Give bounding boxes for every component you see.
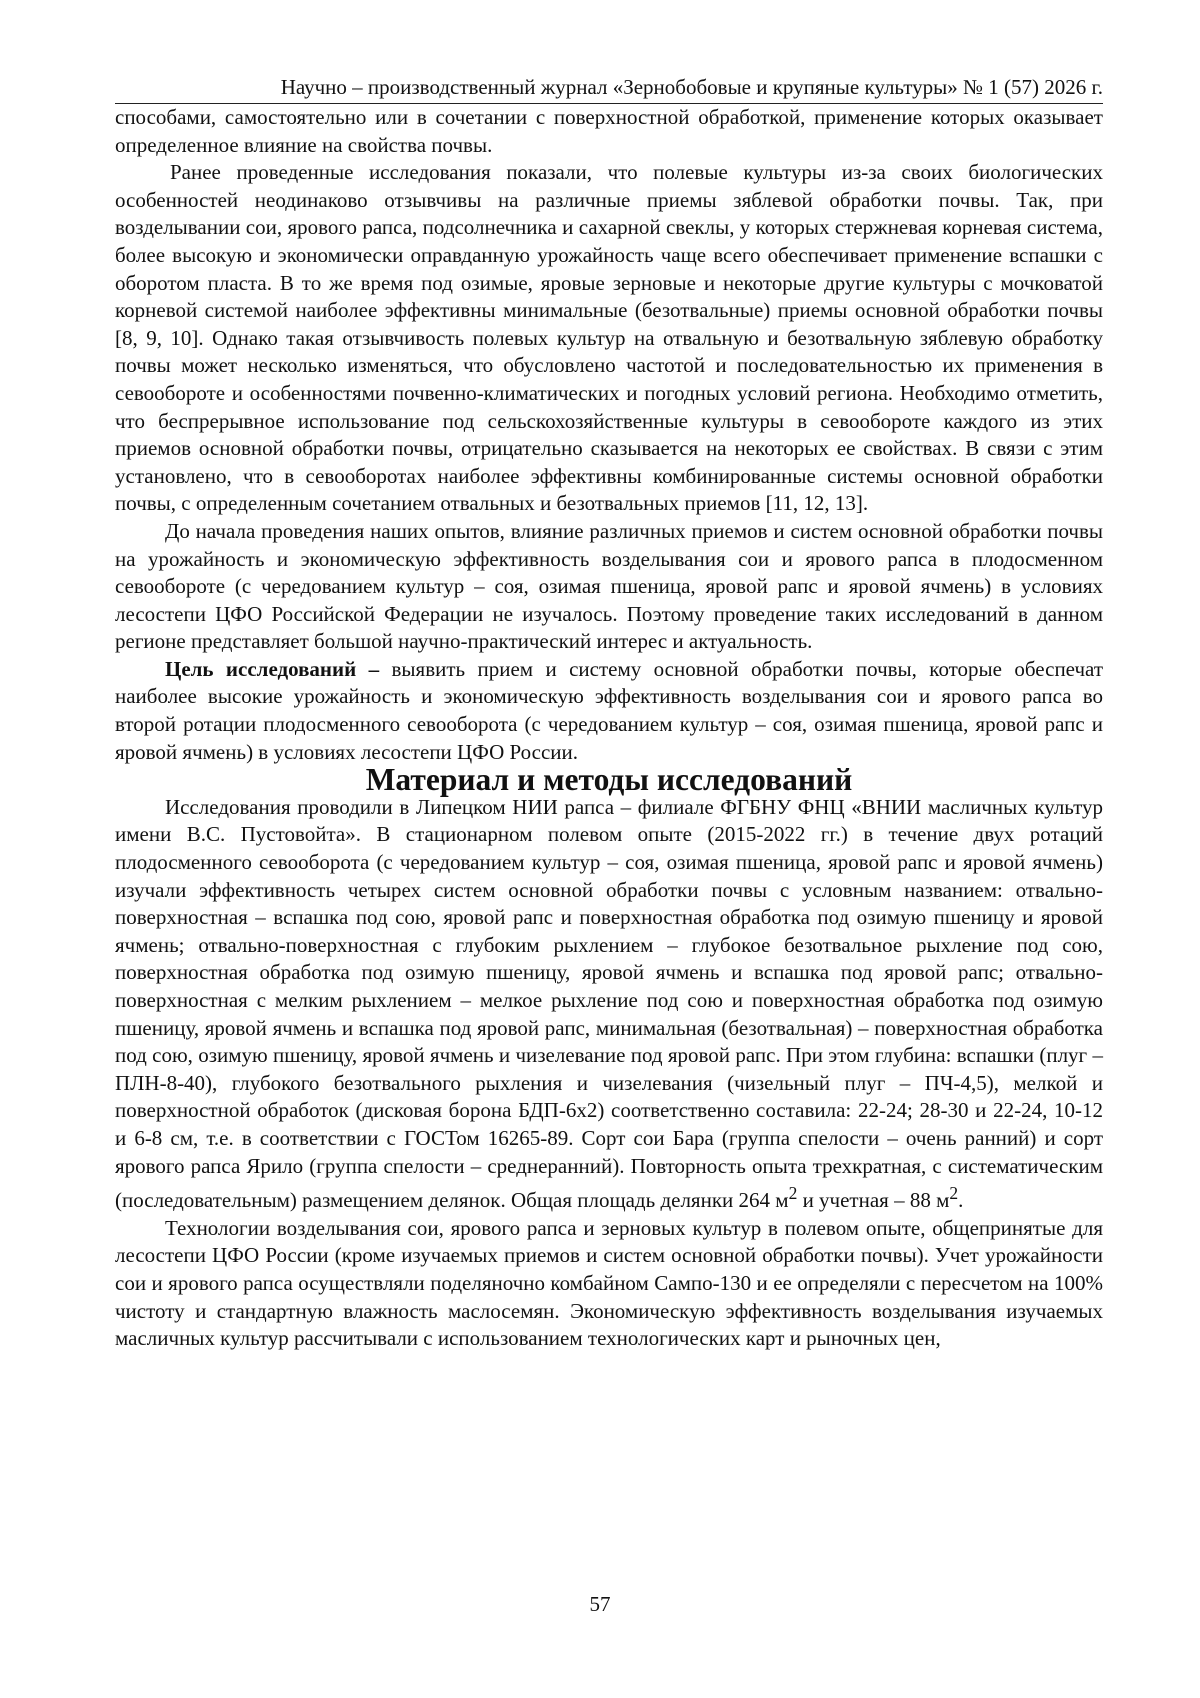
page-number: 57 [589, 1592, 611, 1616]
paragraph-relevance: До начала проведения наших опытов, влияние различных приемов и систем основной обработки почвы на урожайность и экономическую эффективность возделывания сои и ярового рапса в плодосменном севообороте (с чередованием культур – соя, озимая пшеница, яровой рапс и яровой ячмень) в условиях лесостепи ЦФО Российской Федерации не изучалось. Поэтому проведение таких исследований в данном регионе представляет большой научно-практический интерес и актуальность. [115, 518, 1103, 654]
superscript-2: 2 [788, 1183, 798, 1204]
paragraph-previous-research: Ранее проведенные исследования показали, что полевые культуры из-за своих биологических особенностей неодинаково отзывчивы на различные приемы зяблевой обработки почвы. Так, при возделывании сои, ярового рапса, подсолнечника и сахарной свеклы, у которых стержневая корневая система, более высокую и экономически оправданную урожайность чаще всего обеспечивает применение вспашки с оборотом пласта. В то же время под озимые, яровые зерновые и некоторые другие культуры с мочковатой корневой системой наиболее эффективны минимальные (безотвальные) приемы основной обработки почвы [8, 9, 10]. Однако такая отзывчивость полевых культур на отвальную и безотвальную зяблевую обработку почвы может несколько изменяться, что обусловлено частотой и последовательностью их применения в севообороте и особенностями почвенно-климатических и погодных условий региона. Необходимо отметить, что беспрерывное использование под сельскохозяйственные культуры в севообороте каждого из этих приемов основной обработки почвы, отрицательно сказывается на некоторых ее свойствах. В связи с этим установлено, что в севооборотах наиболее эффективны комбинированные системы основной обработки почвы, с определенным сочетанием отвальных и безотвальных приемов [11, 12, 13]. [115, 160, 1103, 516]
methods-text-cont: и учетная – 88 м [797, 1188, 950, 1213]
paragraph-methods [115, 794, 1103, 1215]
running-header: Научно – производственный журнал «Зернобобовые и крупяные культуры» № 1 (57) 2026 г. [115, 74, 1103, 104]
paragraph-continuation: способами, самостоятельно или в сочетании с поверхностной обработкой, применение которых оказывает определенное влияние на свойства почвы. [115, 105, 1103, 157]
section-title-methods: Материал и методы исследований [365, 762, 853, 798]
superscript-2: 2 [949, 1183, 959, 1204]
research-goal-text: выявить прием и систему основной обработки почвы, которые обеспечат наиболее высокие урожайность и экономическую эффективность возделывания сои и ярового рапса во второй ротации плодосменного севооборота (с чередованием культур – соя, озимая пшеница, яровой рапс и яровой ячмень) в условиях лесостепи ЦФО России. [115, 656, 1103, 764]
paragraph-research-goal [115, 656, 1103, 766]
methods-text: Исследования проводили в Липецком НИИ рапса – филиале ФГБНУ ФНЦ «ВНИИ масличных культур имени В.С. Пустовойта». В стационарном полевом опыте (2015-2022 гг.) в течение двух ротаций плодосменного севооборота (с чередованием культур – соя, озимая пшеница, яровой рапс и яровой ячмень) изучали эффективность четырех систем основной обработки почвы с условным названием: отвально-поверхностная – вспашка под сою, яровой рапс и поверхностная обработка под озимую пшеницу и яровой ячмень; отвально-поверхностная с глубоким рыхлением – глубокое безотвальное рыхление под сою, поверхностная обработка под озимую пшеницу, яровой ячмень и вспашка под яровой рапс; отвально-поверхностная с мелким рыхлением – мелкое рыхление под сою и поверхностная обработка под озимую пшеницу, яровой ячмень и вспашка под яровой рапс, минимальная (безотвальная) – поверхностная обработка под сою, озимую пшеницу, яровой ячмень и чизелевание под яровой рапс. При этом глубина: вспашки (плуг – ПЛН-8-40), глубокого безотвального рыхления и чизелевания (чизельный плуг – ПЧ-4,5), мелкой и поверхностной обработок (дисковая борона БДП-6х2) соответственно составила: 22-24; 28-30 и 22-24, 10-12 и 6-8 см, т.е. в соответствии с ГОСТом 16265-89. Сорт сои Бара (группа спелости – очень ранний) и сорт ярового рапса Ярило (группа спелости – среднеранний). Повторность опыта трехкратная, с систематическим (последовательным) размещением делянок. Общая площадь делянки 264 м [115, 794, 1103, 1213]
article-body [115, 104, 1103, 1353]
paragraph-technologies: Технологии возделывания сои, ярового рапса и зерновых культур в полевом опыте, общепринятые для лесостепи ЦФО России (кроме изучаемых приемов и систем основной обработки почвы). Учет урожайности сои и ярового рапса осуществляли поделяночно комбайном Сампо-130 и ее определяли с пересчетом на 100% чистоту и стандартную влажность маслосемян. Экономическую эффективность возделывания изучаемых масличных культур рассчитывали с использованием технологических карт и рыночных цен, [115, 1215, 1103, 1351]
methods-text-end: . [958, 1188, 964, 1213]
research-goal-lead: Цель исследований – [165, 656, 380, 681]
